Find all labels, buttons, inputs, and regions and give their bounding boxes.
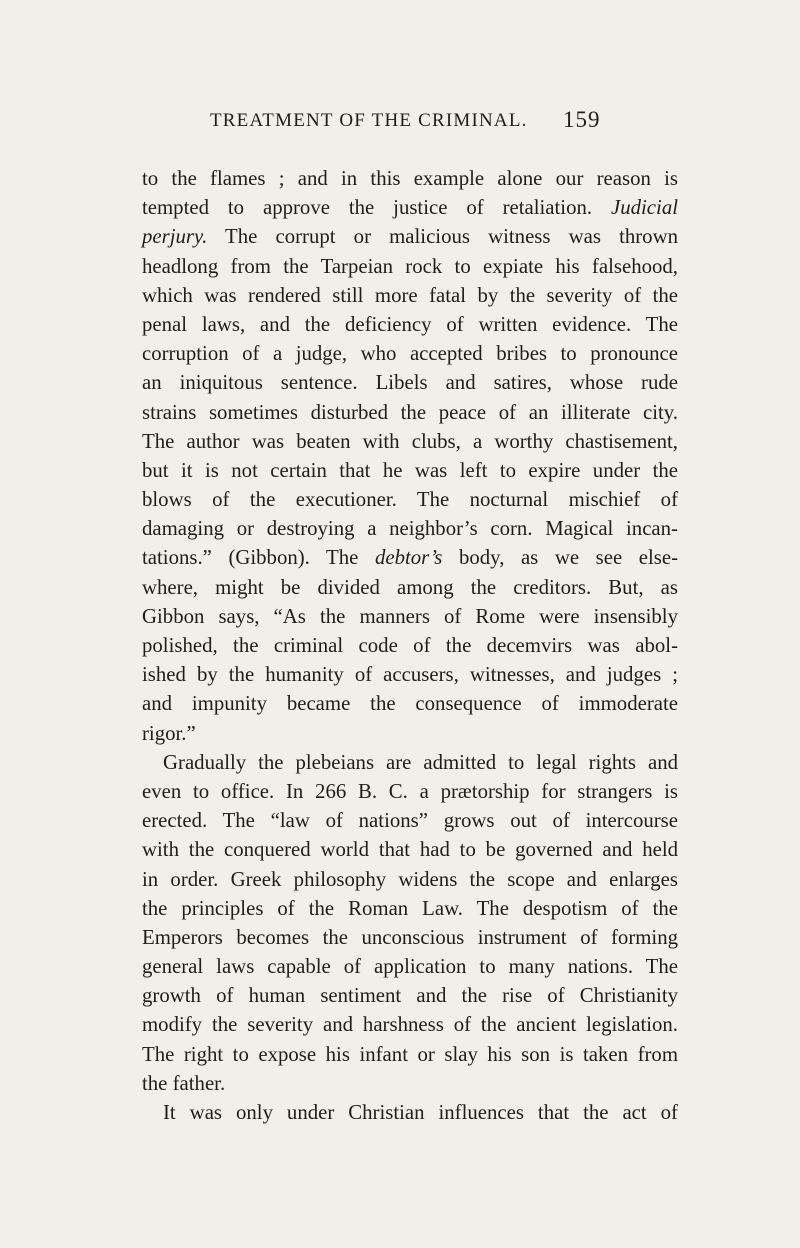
text-line: damaging or destroying a neighbor’s corn. Magical incan- <box>142 517 678 541</box>
text-line: rigor.” <box>142 721 196 745</box>
text-line: which was rendered still more fatal by the severity of the <box>142 283 678 307</box>
text-line: general laws capable of application to many nations. The <box>142 955 678 979</box>
text-segment: body, as we see else- <box>458 546 679 570</box>
text-line: polished, the criminal code of the decemvirs was abol- <box>142 634 678 657</box>
text-line: the father. <box>142 1071 226 1095</box>
text-line: modify the severity and harshness of the ancient legislation. <box>142 1013 678 1037</box>
text-line: where, might be divided among the creditors. But, as <box>142 575 678 599</box>
italic-term: Judicial <box>611 196 678 220</box>
text-line: erected. The “law of nations” grows out of intercourse <box>142 809 678 833</box>
running-head <box>200 107 620 138</box>
text-line: even to office. In 266 B. C. a prætorship for strangers is <box>142 779 678 803</box>
text-line: to the flames ; and in this example alone our reason is <box>142 167 678 190</box>
text-line: in order. Greek philosophy widens the scope and enlarges <box>142 867 678 891</box>
italic-term: perjury. <box>142 225 208 249</box>
text-segment: The corrupt or malicious witness was thrown <box>225 225 678 249</box>
text-line: an iniquitous sentence. Libels and satires, whose rude <box>142 371 678 395</box>
text-line: headlong from the Tarpeian rock to expiate his falsehood, <box>142 254 678 278</box>
text-line <box>142 543 678 572</box>
text-line: blows of the executioner. The nocturnal mischief of <box>142 488 678 512</box>
text-line: with the conquered world that had to be governed and held <box>142 838 678 862</box>
text-line: corruption of a judge, who accepted bribes to pronounce <box>142 342 678 366</box>
text-line: penal laws, and the deficiency of written evidence. The <box>142 312 678 336</box>
text-line: and impunity became the consequence of immoderate <box>142 692 678 716</box>
italic-term: debtor’s <box>374 546 443 570</box>
text-line: Gibbon says, “As the manners of Rome were insensibly <box>142 604 678 628</box>
text-line <box>142 222 678 251</box>
text-line: strains sometimes disturbed the peace of an illiterate city. <box>142 400 678 424</box>
text-line: the principles of the Roman Law. The despotism of the <box>142 896 678 920</box>
page-number: 159 <box>563 107 601 132</box>
text-segment: tations.” (Gibbon). The <box>142 546 359 570</box>
paragraph-start-line: Gradually the plebeians are admitted to legal rights and <box>163 750 678 774</box>
paragraph-start-line: It was only under Christian influences that the act of <box>163 1101 678 1124</box>
text-line: Emperors becomes the unconscious instrument of forming <box>142 925 678 949</box>
text-line <box>142 193 678 222</box>
text-line: growth of human sentiment and the rise of Christianity <box>142 984 678 1008</box>
text-line: The author was beaten with clubs, a worthy chastisement, <box>142 429 678 453</box>
text-segment: tempted to approve the justice of retaliation. <box>142 196 593 220</box>
body-text <box>142 164 678 1127</box>
text-line: The right to expose his infant or slay his son is taken from <box>142 1042 678 1066</box>
running-title: TREATMENT OF THE CRIMINAL. <box>210 110 528 131</box>
text-line: ished by the humanity of accusers, witnesses, and judges ; <box>142 663 678 687</box>
text-line: but it is not certain that he was left to expire under the <box>142 458 678 482</box>
